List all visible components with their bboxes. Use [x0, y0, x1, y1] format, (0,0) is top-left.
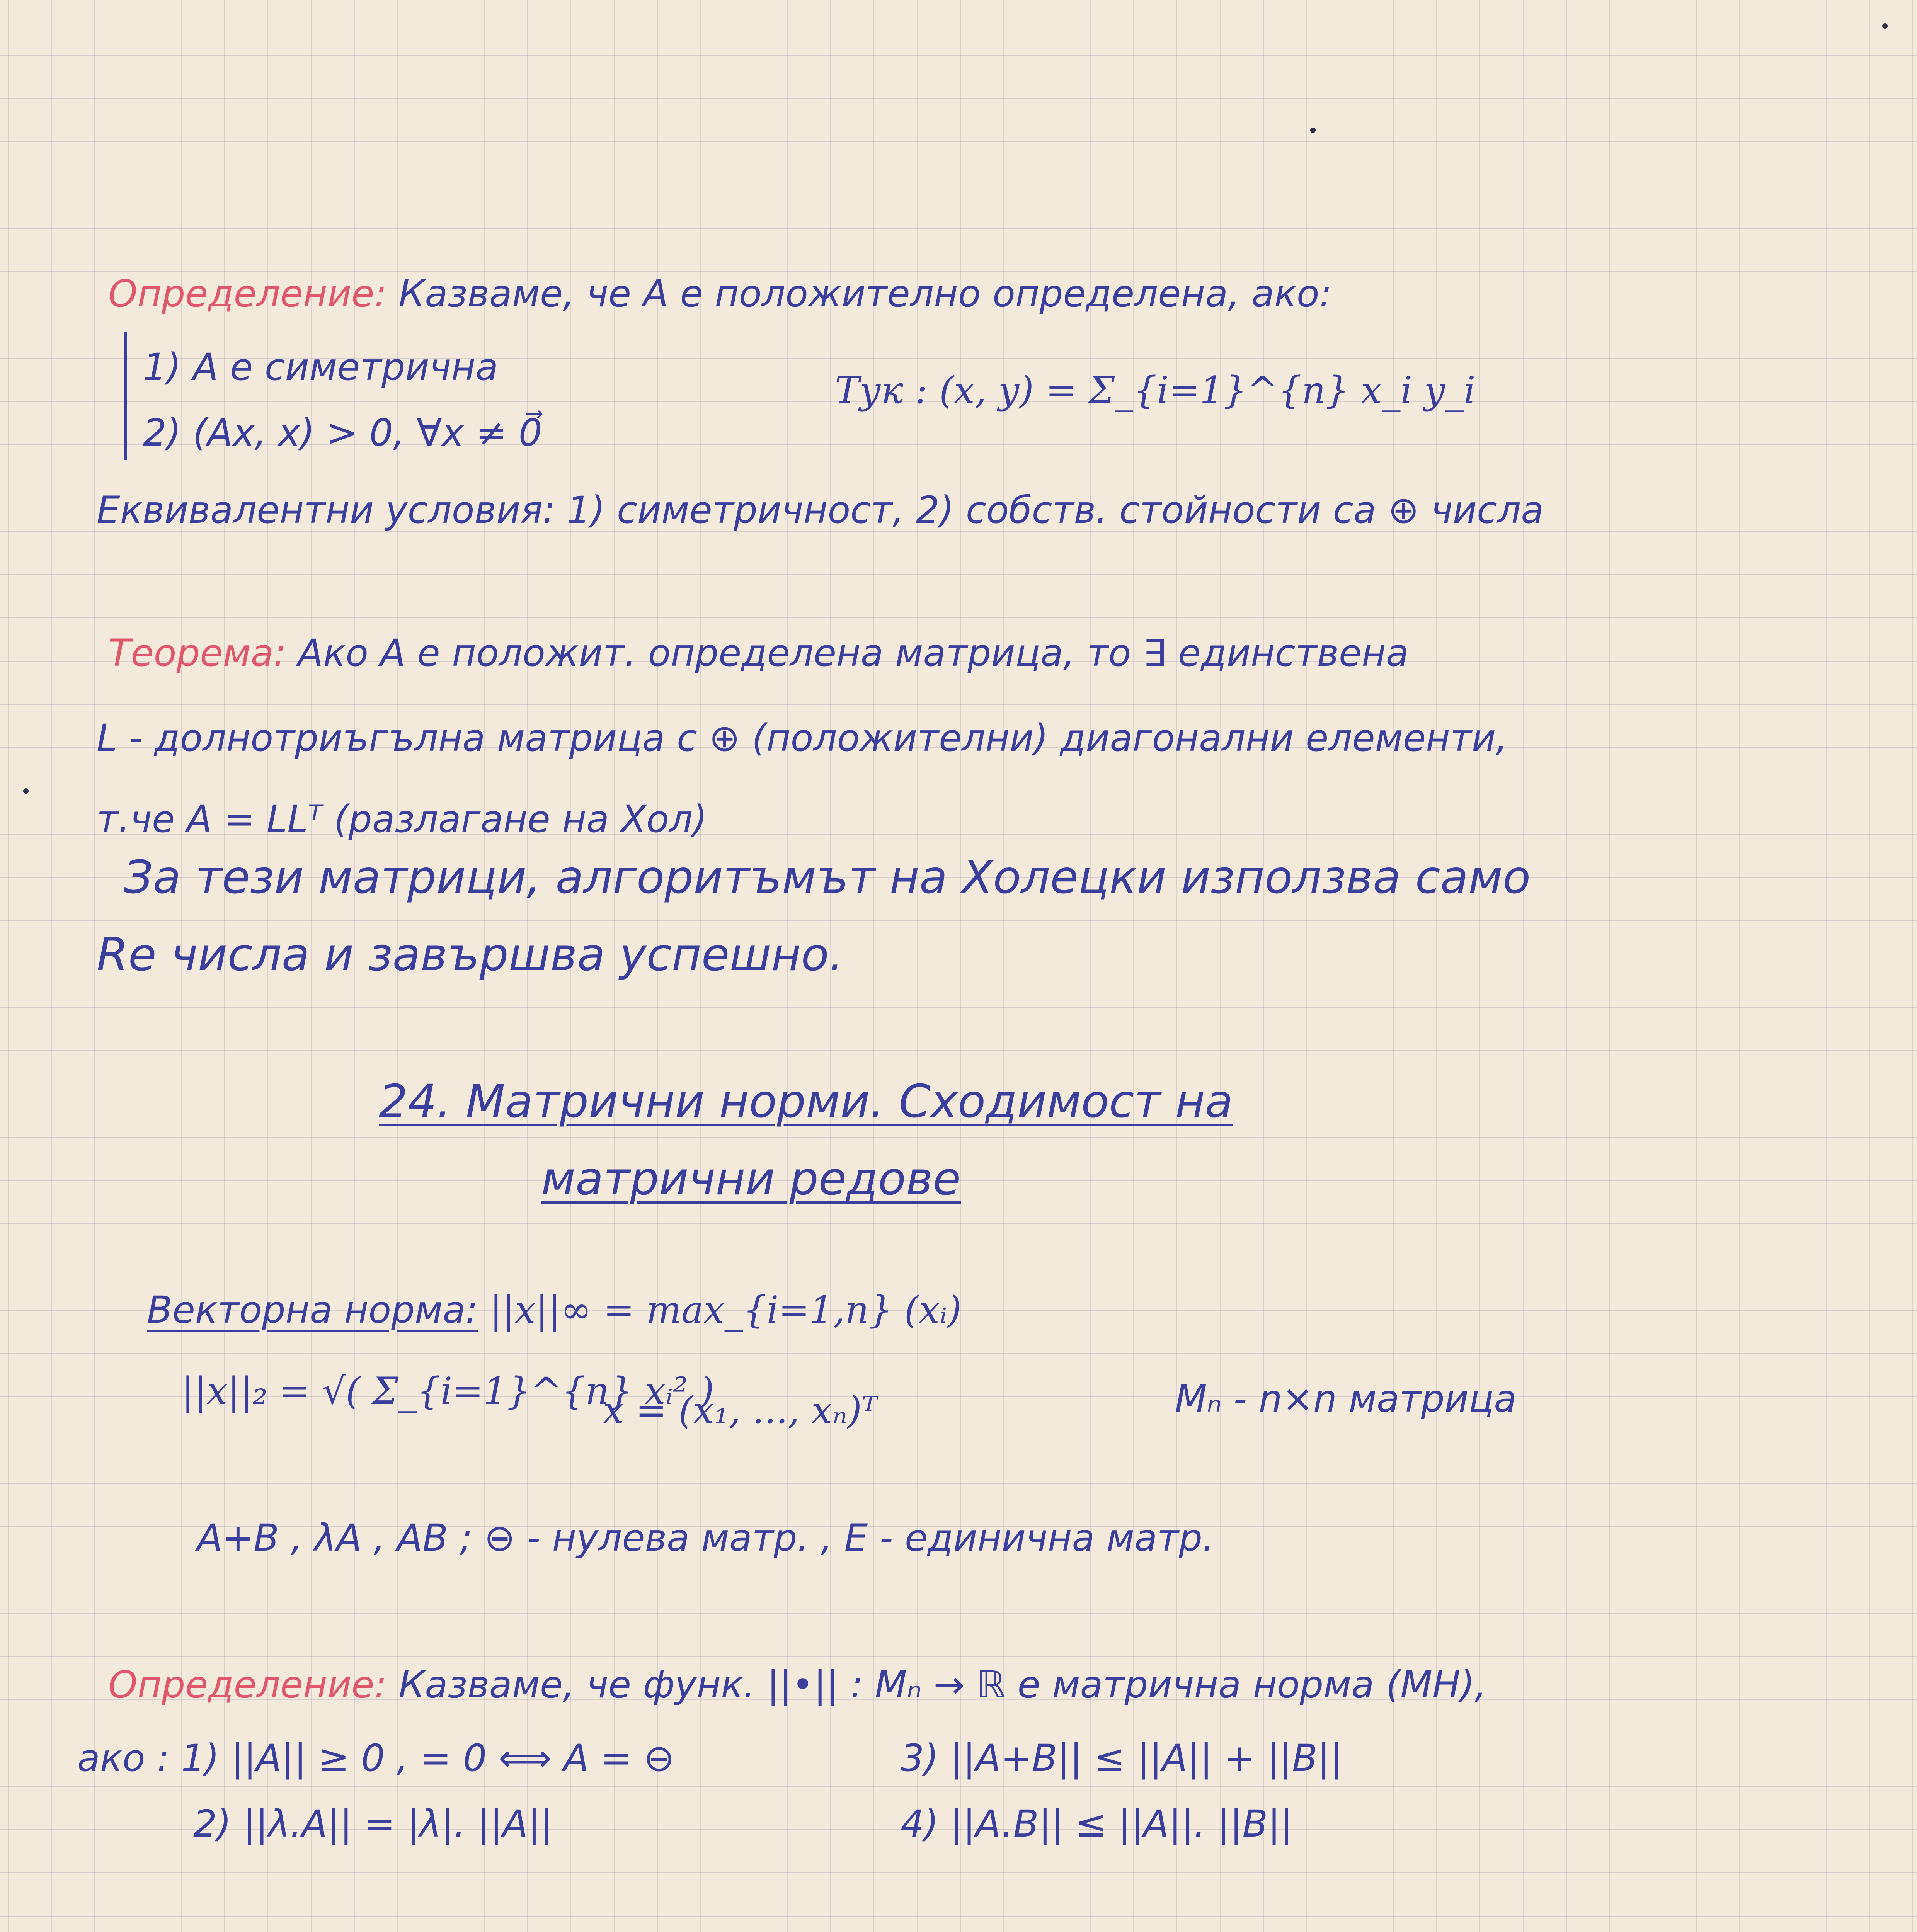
definition1-line: [108, 270, 1332, 317]
paper-speck: [1882, 23, 1888, 29]
theorem1-line4: За тези матрици, алгоритъмът на Холецки използва само: [124, 850, 1531, 904]
infinity-norm: ||x||∞ = max_{i=1,n} (xᵢ): [490, 1288, 962, 1332]
inner-product-def: Тук : (x, y) = Σ_{i=1}^{n} x_i y_i: [835, 369, 1476, 412]
theorem1-line2: L - долнотриъгълна матрица с ⊕ (положителни) диагонални елементи,: [97, 716, 1508, 760]
axiom-3: 3) ||A+B|| ≤ ||A|| + ||B||: [901, 1736, 1343, 1780]
axiom-1: 1) ||A|| ≥ 0: [181, 1736, 385, 1780]
vector-norm-label: Векторна норма:: [147, 1288, 478, 1332]
euclidean-norm: ||x||₂ = √( Σ_{i=1}^{n} xᵢ² ): [182, 1369, 714, 1413]
axiom-2: 2) ||λ.A|| = |λ|. ||A||: [193, 1802, 553, 1845]
matrix-space-def: Mₙ - n×n матрица: [1175, 1377, 1517, 1420]
paper-speck: [1310, 128, 1316, 133]
condition-1: 1) A е симетрична: [143, 345, 499, 389]
definition-text: Казваме, че функ. ||•|| : Mₙ → ℝ е матрична норма (МН),: [398, 1663, 1487, 1706]
definition-label: Определение:: [108, 272, 387, 315]
condition-brace: [124, 332, 127, 460]
condition-2: 2) (Ax, x) > 0, ∀x ≠ 0⃗: [143, 411, 542, 454]
definition-label: Определение:: [108, 1663, 387, 1706]
theorem1-line3: т.че A = LLᵀ (разлагане на Хол): [97, 798, 707, 841]
axiom-4: 4) ||A.B|| ≤ ||A||. ||B||: [901, 1802, 1293, 1845]
section-title-line1: 24. Матрични норми. Сходимост на: [379, 1075, 1233, 1128]
equivalent-conditions: Еквивалентни условия: 1) симетричност, 2) собств. стойности са ⊕ числа: [97, 488, 1544, 532]
paper-speck: [23, 788, 29, 794]
axiom-1b: , = 0 ⟺ A = ⊖: [397, 1736, 675, 1780]
definition2-line: [108, 1662, 1486, 1708]
theorem-text: Ако A е положит. определена матрица, то ∃ единствена: [298, 631, 1409, 675]
vector-norm-line: [147, 1287, 962, 1333]
matrix-operations: A+B , λA , AB ; ⊖ - нулева матр. , E - единична матр.: [197, 1516, 1214, 1560]
section-title-line2: матрични редове: [541, 1152, 961, 1205]
theorem1-line5: Re числа и завършва успешно.: [97, 928, 844, 981]
theorem1-line1: [108, 630, 1409, 676]
theorem-label: Теорема:: [108, 631, 286, 675]
norm-axioms-row1: [77, 1735, 674, 1781]
if-word: ако :: [77, 1736, 170, 1780]
definition-text: Казваме, че A е положително определена, ако:: [398, 272, 1332, 315]
vector-x-def: x = (x₁, ..., xₙ)ᵀ: [603, 1389, 878, 1432]
